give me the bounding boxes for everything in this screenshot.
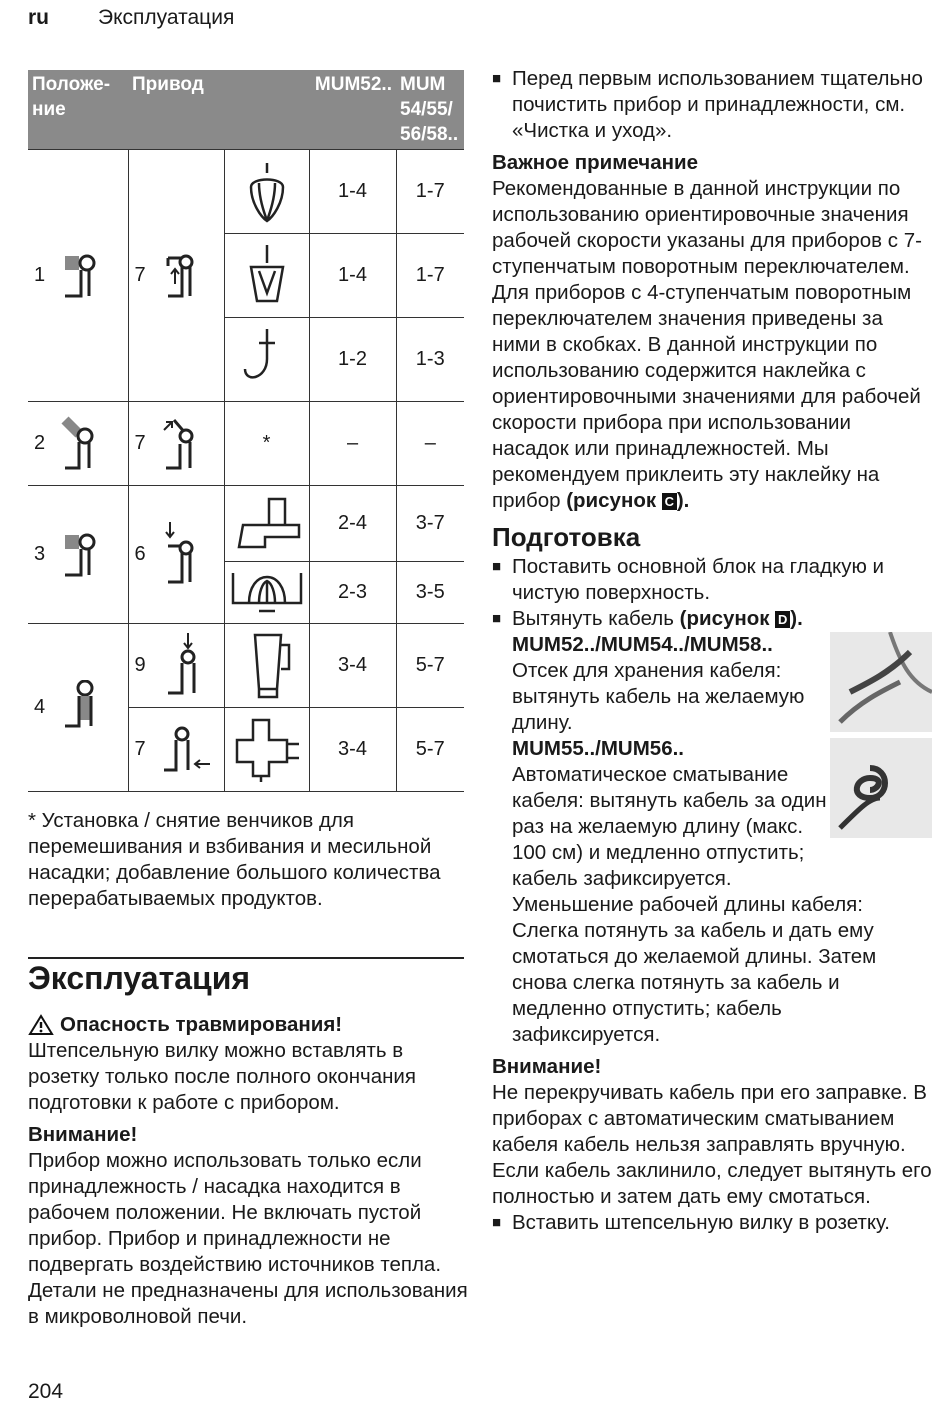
bullet-cleaning: ■ Перед первым использованием тщательно почистить прибор и принадлежности, см. «Чистка и уход». <box>492 66 932 144</box>
table-row <box>28 486 464 562</box>
col-mum54: MUM 54/55/ 56/58.. <box>396 70 464 150</box>
figure-letter-c: C <box>662 493 677 510</box>
speed-mum54: 1-7 <box>396 234 464 318</box>
drive-number: 9 <box>134 654 146 676</box>
table-row <box>28 402 464 486</box>
tool-cell <box>224 708 309 792</box>
speed-table <box>28 70 464 792</box>
tool-cell <box>224 150 309 234</box>
arm-position-3-icon <box>59 529 99 581</box>
speed-mum52: 1-4 <box>309 234 396 318</box>
danger-text: Штепсельную вилку можно вставлять в розетку только после полного окончания подготовки к работе с прибором. <box>28 1039 416 1114</box>
warning-triangle-icon <box>28 1014 54 1036</box>
table-header-row <box>28 70 464 150</box>
speed-mum54: 1-7 <box>396 150 464 234</box>
attention-text: Прибор можно использовать только если принадлежность / насадка находится в рабочем положении. Не включать пустой прибор. Прибор и принадлежности не подвергать воздействию источников тепла. Детали не предназначены для использования в микроволновой печи. <box>28 1149 468 1328</box>
section-divider <box>28 957 464 959</box>
figure-ref-label: (рисунок <box>679 607 770 630</box>
model-group-2-text2: Уменьшение рабочей длины кабеля: Слегка потянуть за кабель и дать ему смотаться до желаемой длины. Затем снова слегка потянуть за кабель и медленно отпустить; кабель зафиксируется. <box>512 893 877 1046</box>
drive-cell <box>128 708 224 792</box>
tool-cell <box>224 486 309 562</box>
bullet-cable <box>492 606 932 632</box>
tool-cell <box>224 234 309 318</box>
table-footnote: * Установка / снятие венчиков для перемешивания и взбивания и месильной насадки; добавление большого количества перерабатываемых продуктов. <box>28 809 441 910</box>
speed-mum52: 1-4 <box>309 150 396 234</box>
important-title: Важное примечание <box>492 151 698 174</box>
arm-position-2-icon <box>59 414 99 474</box>
cable-instructions <box>492 632 932 1048</box>
drive-tilted-icon <box>160 414 200 474</box>
position-number: 4 <box>34 696 46 718</box>
blender-icon <box>237 631 297 701</box>
speed-mum52: 1-2 <box>309 318 396 402</box>
beater-icon <box>237 241 297 311</box>
arm-position-1-icon <box>59 250 99 302</box>
cable-retract-illustration <box>830 738 932 838</box>
attention-title: Внимание! <box>28 1123 138 1146</box>
model-group-1-text: Отсек для хранения кабеля: вытянуть кабель на желаемую длину. <box>512 659 805 734</box>
drive-cell <box>128 624 224 708</box>
speed-mum52: 2-3 <box>309 562 396 624</box>
col-position: Положе-ние <box>28 70 128 150</box>
language-code: ru <box>28 6 49 29</box>
right-column <box>492 66 932 1236</box>
table-row <box>28 150 464 234</box>
bullet-surface: ■ Поставить основной блок на гладкую и чистую поверхность. <box>492 554 932 606</box>
position-cell <box>28 486 128 624</box>
arm-position-4-icon <box>59 680 99 736</box>
position-number: 3 <box>34 543 46 565</box>
tool-cell <box>224 624 309 708</box>
speed-mum54: 3-5 <box>396 562 464 624</box>
section-title: Эксплуатация <box>28 960 251 996</box>
speed-mum52: 2-4 <box>309 486 396 562</box>
food-processor-icon <box>231 493 303 555</box>
figure-letter-d: D <box>775 611 790 628</box>
speed-mum54: 3-7 <box>396 486 464 562</box>
tool-cell: * <box>224 402 309 486</box>
figure-ref-c <box>566 489 689 512</box>
col-drive: Привод <box>128 70 224 150</box>
drive-top-icon <box>160 631 200 701</box>
cable-attention-text: Не перекручивать кабель при его заправке. В приборах с автоматическим сматыванием кабеля кабель нельзя заправлять вручную. Если кабель заклинило, следует вытянуть его полностью и затем дать ему смотаться. <box>492 1081 932 1208</box>
drive-cell <box>128 486 224 624</box>
speed-mum54: 1-3 <box>396 318 464 402</box>
position-cell <box>28 150 128 402</box>
position-cell <box>28 402 128 486</box>
section-name: Эксплуатация <box>98 6 235 29</box>
speed-mum52: 3-4 <box>309 708 396 792</box>
important-paragraph <box>492 176 932 514</box>
position-number: 2 <box>34 432 46 454</box>
danger-title: Опасность травмирования! <box>60 1013 343 1036</box>
drive-low-speed-icon <box>160 520 200 590</box>
cable-attention-title: Внимание! <box>492 1055 602 1078</box>
drive-cell <box>128 150 224 402</box>
important-text: Рекомендованные в данной инструкции по использованию ориентировочные значения рабочей скорости указаны для приборов с 7-ступенчатым поворотным переключателем. Для приборов с 4-ступенчатым поворотным переключателем значения приведены за ними в скобках. В данной инструкции по использованию содержится наклейка с ориентировочными значениями для рабочей скорости прибора при использовании насадок или принадлежностей. Мы рекомендуем приклеить эту наклейку на прибор <box>492 177 922 512</box>
table-row <box>28 624 464 708</box>
speed-mum52: 3-4 <box>309 624 396 708</box>
tool-cell <box>224 318 309 402</box>
model-group-2-text: Автоматическое сматывание кабеля: вытянуть кабель за один раз на желаемую длину (макс. 100 см) и медленно отпустить; кабель зафиксируется. <box>512 763 827 890</box>
bullet-plug-in: ■ Вставить штепсельную вилку в розетку. <box>492 1210 932 1236</box>
model-group-2: MUM55../MUM56.. <box>512 737 684 760</box>
tool-cell <box>224 562 309 624</box>
drive-front-icon <box>160 720 212 780</box>
drive-number: 7 <box>134 432 146 454</box>
position-number: 1 <box>34 264 46 286</box>
drive-cell <box>128 402 224 486</box>
prep-title: Подготовка <box>492 522 641 552</box>
position-cell <box>28 624 128 792</box>
meat-mincer-icon <box>231 716 303 784</box>
citrus-juicer-icon <box>229 569 305 617</box>
page-number: 204 <box>28 1380 64 1403</box>
model-group-1: MUM52../MUM54../MUM58.. <box>512 633 773 656</box>
whisk-icon <box>237 157 297 227</box>
cable-storage-illustration <box>830 632 932 732</box>
drive-number: 6 <box>134 543 146 565</box>
speed-mum52: – <box>309 402 396 486</box>
cable-step: Вытянуть кабель <box>512 607 680 630</box>
drive-number: 7 <box>134 738 146 760</box>
speed-mum54: – <box>396 402 464 486</box>
page-header <box>28 6 235 30</box>
left-column <box>28 1012 468 1330</box>
speed-mum54: 5-7 <box>396 708 464 792</box>
figure-ref-end: ). <box>790 607 803 630</box>
dough-hook-icon <box>237 325 297 395</box>
col-mum52: MUM52.. <box>224 70 396 150</box>
danger-heading <box>28 1012 468 1038</box>
drive-high-speed-icon <box>160 250 200 302</box>
figure-ref-label: (рисунок <box>566 489 657 512</box>
speed-mum54: 5-7 <box>396 624 464 708</box>
figure-ref-end: ). <box>676 489 690 512</box>
drive-number: 7 <box>134 264 146 286</box>
